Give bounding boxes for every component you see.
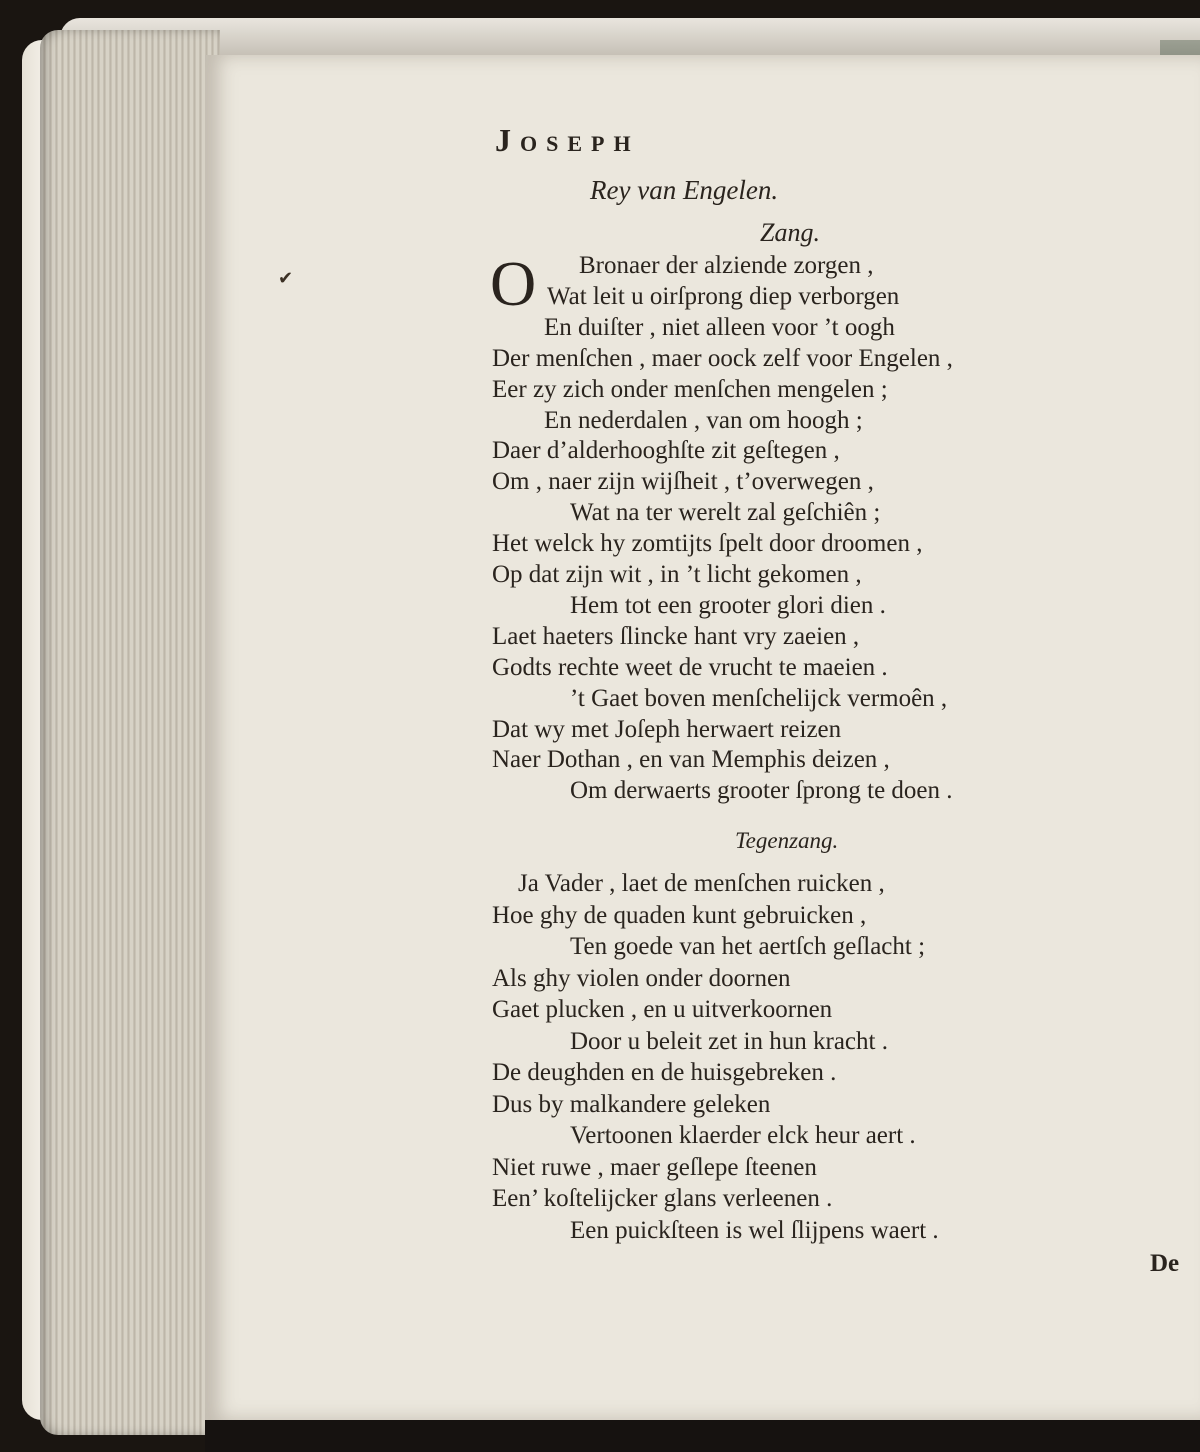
- strophe-label: Zang.: [760, 218, 820, 247]
- poem-line: Der menſchen , maer oock zelf voor Engelen ,: [492, 344, 953, 372]
- page-bottom-shadow: [205, 1420, 1200, 1452]
- poem-line: Als ghy violen onder doornen: [492, 964, 791, 992]
- poem-line: Een puickſteen is wel ſlijpens waert .: [570, 1216, 939, 1244]
- poem-line: Dat wy met Joſeph herwaert reizen: [492, 715, 842, 743]
- section-heading: Rey van Engelen.: [590, 175, 779, 205]
- poem-line: Een’ koſtelijcker glans verleenen .: [492, 1185, 833, 1212]
- poem-line: Wat na ter werelt zal geſchiên ;: [570, 499, 881, 527]
- poem-line: Door u beleit zet in hun kracht .: [570, 1027, 888, 1055]
- poem-line: Bronaer der alziende zorgen ,: [579, 252, 874, 279]
- poem-line: Vertoonen klaerder elck heur aert .: [570, 1122, 916, 1149]
- running-head: Joseph: [495, 122, 640, 158]
- antistrophe-label: Tegenzang.: [735, 828, 839, 853]
- margin-ink-mark: ✔: [278, 268, 294, 288]
- poem-line: Gaet plucken , en u uitverkoornen: [492, 996, 833, 1023]
- poem-line: Daer d’alderhooghſte zit geſtegen ,: [492, 437, 840, 465]
- drop-cap: O: [490, 248, 537, 319]
- poem-line: En duiſter , niet alleen voor ’t oogh: [544, 313, 895, 341]
- poem-line: Godts rechte weet de vrucht te maeien .: [492, 653, 888, 681]
- poem-line: En nederdalen , van om hoogh ;: [544, 406, 863, 434]
- catchword: De: [1150, 1250, 1180, 1277]
- poem-line: De deughden en de huisgebreken .: [492, 1059, 837, 1086]
- poem-line: ’t Gaet boven menſchelijck vermoên ,: [570, 684, 948, 712]
- poem-line: Eer zy zich onder menſchen mengelen ;: [492, 375, 888, 403]
- poem-line: Niet ruwe , maer geſlepe ſteenen: [492, 1153, 817, 1181]
- poem-line: Dus by malkandere geleken: [492, 1090, 771, 1118]
- poem-line: Het welck hy zomtijts ſpelt door droomen ,: [492, 530, 923, 558]
- poem-line: Naer Dothan , en van Memphis deizen ,: [492, 746, 890, 774]
- poem-line: Op dat zijn wit , in ’t licht gekomen ,: [492, 561, 862, 588]
- poem-line: Laet haeters ſlincke hant vry zaeien ,: [492, 622, 860, 650]
- poem-line: Hoe ghy de quaden kunt gebruicken ,: [492, 901, 867, 929]
- poem-line: Wat leit u oirſprong diep verborgen: [547, 282, 900, 310]
- poem-line: Om , naer zijn wijſheit , t’overwegen ,: [492, 468, 874, 496]
- poem-line: Ten goede van het aertſch geſlacht ;: [570, 933, 926, 960]
- poem-line: Om derwaerts grooter ſprong te doen .: [570, 777, 953, 805]
- poem-line: Ja Vader , laet de menſchen ruicken ,: [518, 870, 885, 897]
- poem-line: Hem tot een grooter glori dien .: [570, 591, 886, 619]
